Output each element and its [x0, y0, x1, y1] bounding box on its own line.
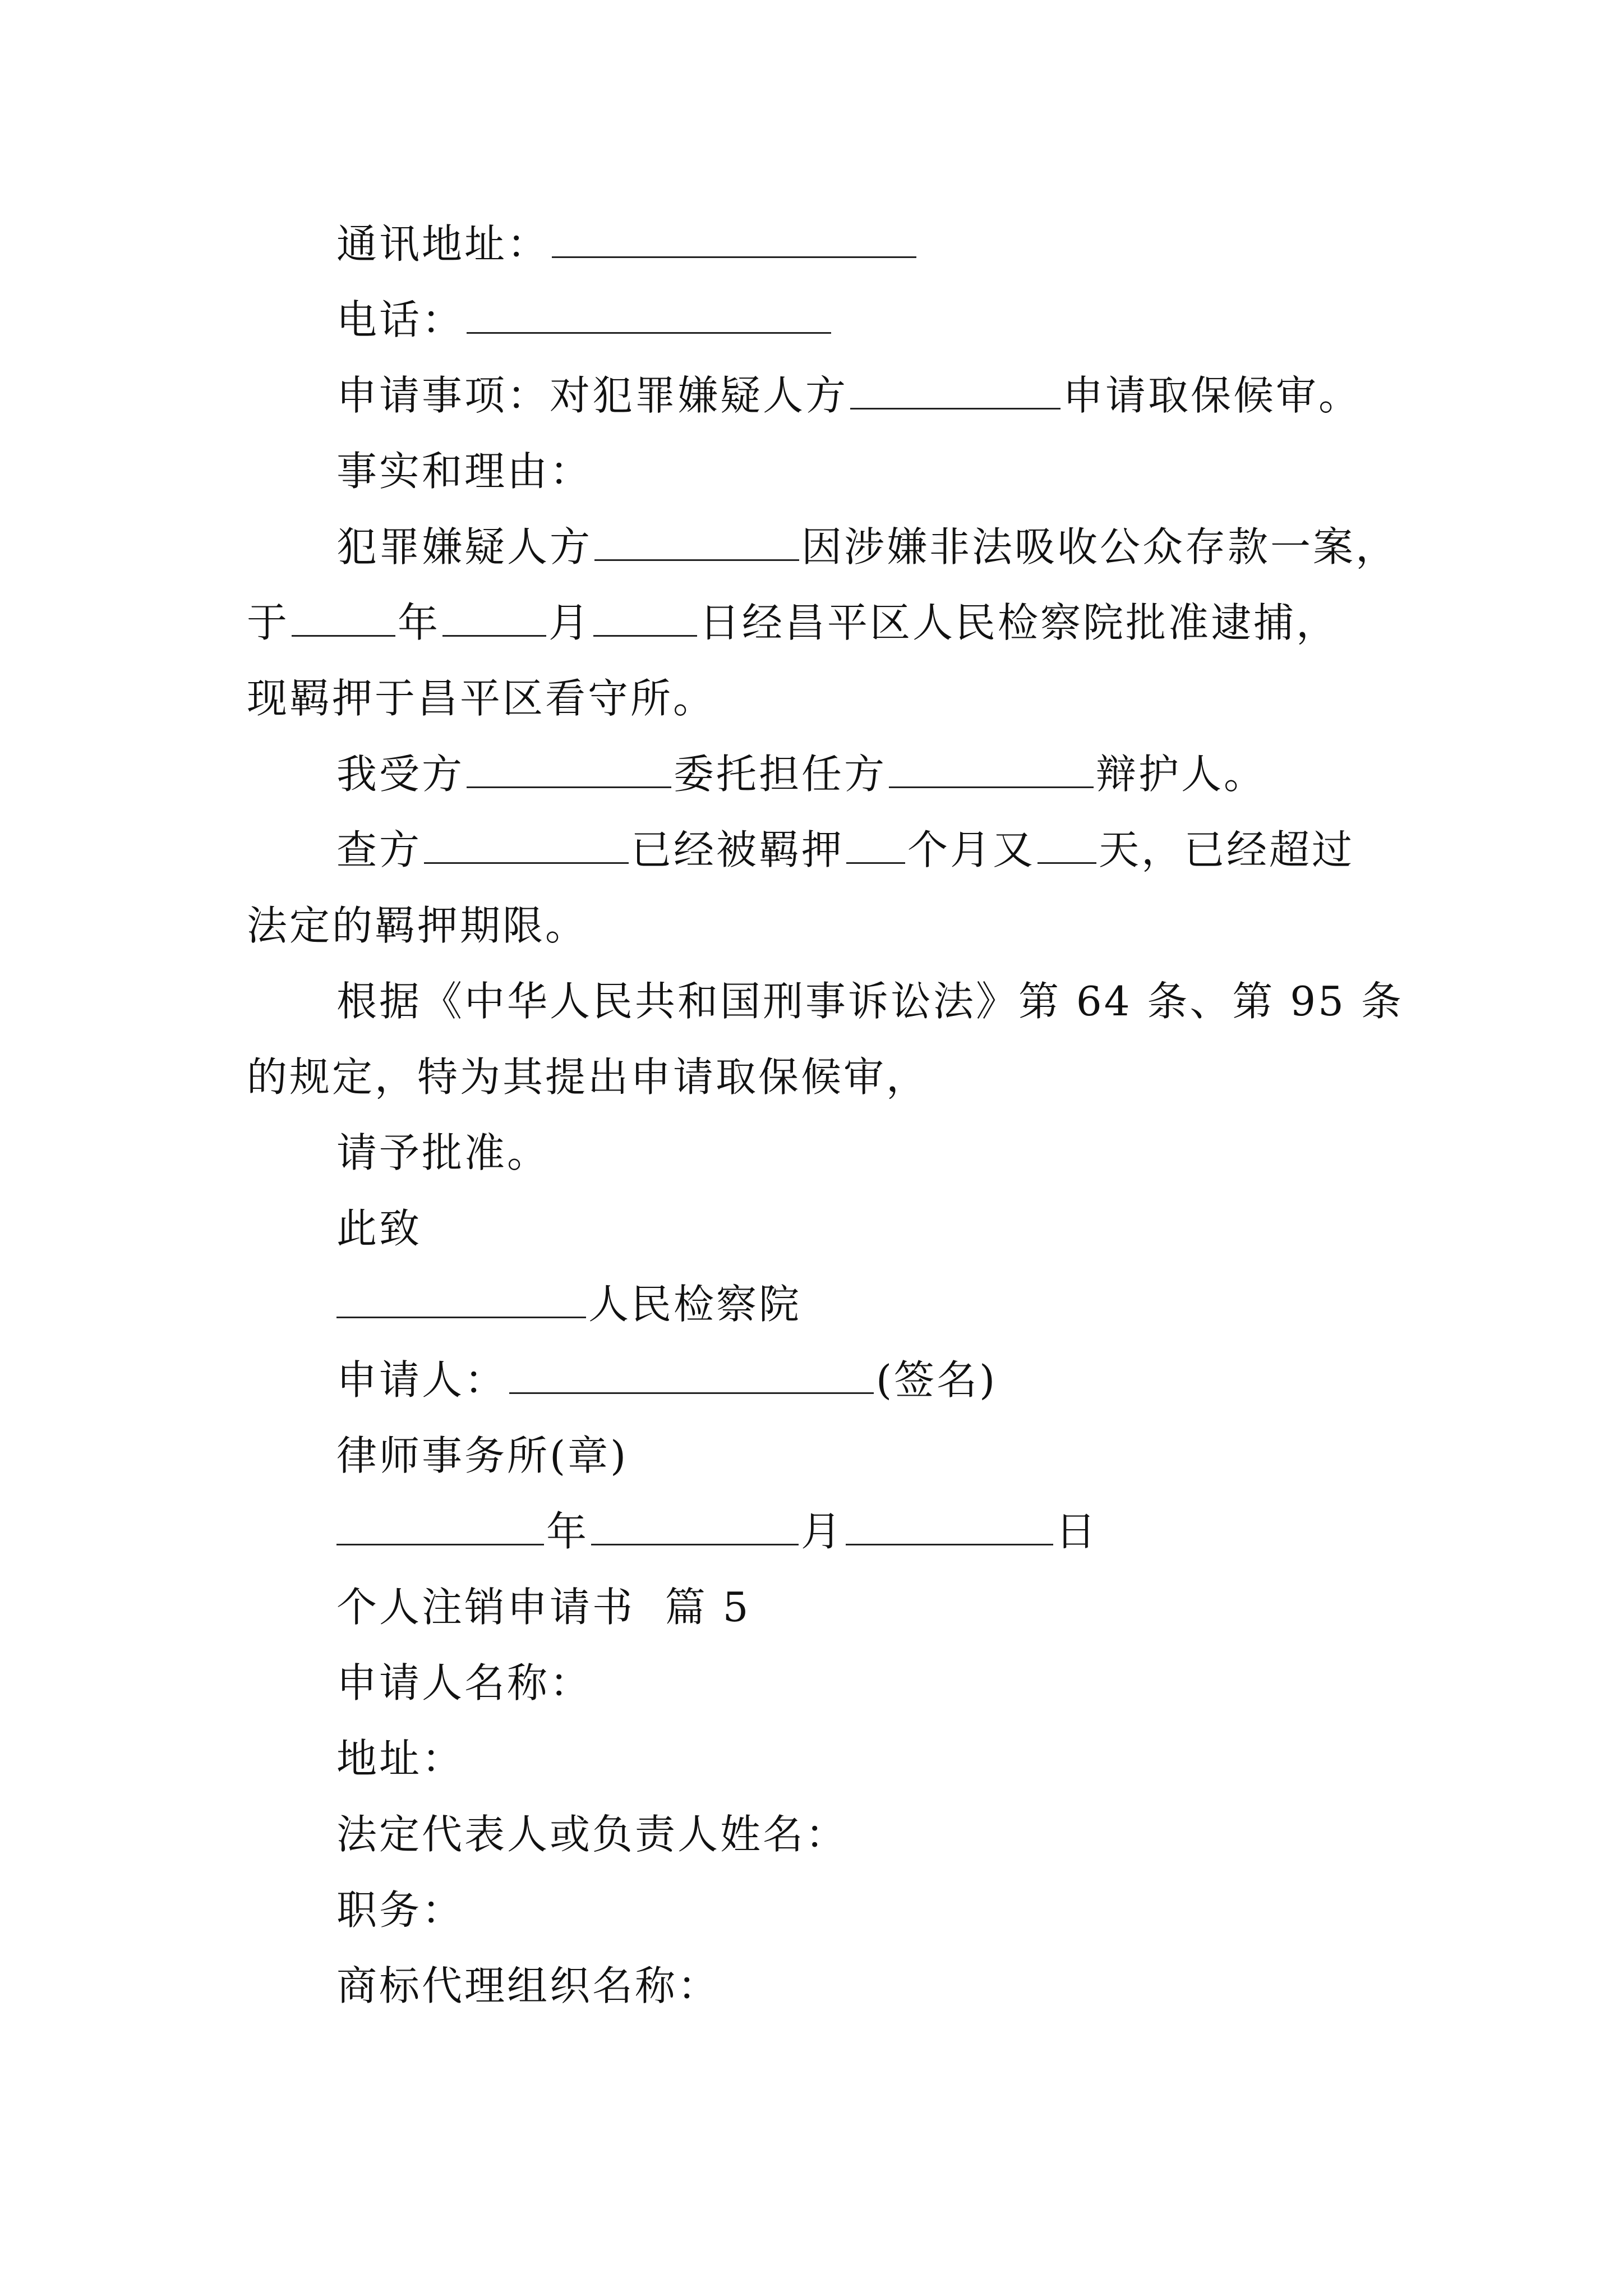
- agency-name-field: [336, 1961, 720, 2011]
- procuratorate-text: 人民检察院: [588, 1281, 802, 1328]
- legal-rep-field: [336, 1809, 848, 1860]
- procuratorate-name-blank: [336, 1284, 586, 1318]
- year-blank: [292, 602, 395, 637]
- sign-month-label: 月: [801, 1508, 844, 1555]
- applicant-name-field: [336, 1658, 592, 1708]
- request-item-line: [336, 370, 1361, 421]
- legal-basis-line-2: [247, 1052, 929, 1102]
- days-blank: [1038, 830, 1096, 864]
- section-title-text: 个人注销申请书 篇 5: [336, 1584, 751, 1631]
- case-line-2: [247, 597, 1339, 648]
- request-item-text-end: 申请取保候审。: [1063, 372, 1362, 419]
- legal-basis-line: [336, 976, 1404, 1027]
- detention-period-line-2: [247, 900, 588, 951]
- day-blank: [593, 602, 697, 637]
- entrust-text-b: 委托担任方: [674, 751, 887, 798]
- case-line-1: [336, 522, 1398, 572]
- facts-heading-text: 事实和理由：: [336, 448, 593, 495]
- sign-month-blank: [591, 1511, 799, 1545]
- law-firm-seal-text: 律师事务所(章): [336, 1432, 629, 1479]
- section-title: [336, 1582, 750, 1632]
- period-text-c: 个月又: [907, 826, 1036, 873]
- applicant-sign-line: [336, 1355, 997, 1405]
- phone-blank: [467, 300, 831, 334]
- applicant-blank: [509, 1360, 874, 1394]
- phone-label: 电话：: [336, 296, 465, 343]
- sign-day-blank: [846, 1511, 1053, 1545]
- case-text-b: 因涉嫌非法吸收公众存款一案，: [801, 523, 1399, 570]
- address-field-label: 地址：: [336, 1735, 465, 1782]
- period-limit-text: 法定的羁押期限。: [247, 902, 588, 949]
- address-field: [336, 1733, 464, 1784]
- address-blank: [552, 224, 916, 258]
- sign-year-blank: [336, 1511, 544, 1545]
- case-text-a: 犯罪嫌疑人方: [336, 523, 593, 570]
- address-label: 通讯地址：: [336, 220, 550, 268]
- sign-date-line: [336, 1506, 1098, 1557]
- address-line: [336, 219, 919, 269]
- facts-heading: [336, 446, 592, 496]
- phone-line: [336, 295, 833, 345]
- salutation-line: [336, 1203, 422, 1254]
- law-firm-seal-line: [336, 1430, 628, 1481]
- position-label: 职务：: [336, 1887, 465, 1934]
- signature-note: (签名): [876, 1356, 998, 1404]
- period-text-d: 天，已经超过: [1099, 826, 1355, 873]
- entrust-text-c: 辩护人。: [1096, 751, 1267, 798]
- legal-basis-text-2: 的规定，特为其提出申请取保候审，: [247, 1053, 929, 1101]
- date-prefix: 于: [247, 599, 290, 646]
- period-text-a: 查方: [336, 826, 422, 873]
- legal-basis-text: 根据《中华人民共和国刑事诉讼法》第 64 条、第 95 条: [336, 978, 1404, 1025]
- legal-rep-label: 法定代表人或负责人姓名：: [336, 1811, 849, 1858]
- entrust-line: [336, 749, 1266, 799]
- salutation-text: 此致: [336, 1205, 422, 1252]
- procuratorate-line: [336, 1279, 801, 1329]
- applicant-label: 申请人：: [336, 1356, 508, 1404]
- client-name-blank: [467, 754, 671, 788]
- month-label: 月: [548, 599, 592, 646]
- approval-request-text: 请予批准。: [336, 1129, 550, 1176]
- period-text-b: 已经被羁押: [631, 826, 845, 873]
- suspect-name-blank-2: [594, 527, 799, 561]
- suspect-name-blank-3: [424, 830, 629, 864]
- defendant-name-blank: [889, 754, 1094, 788]
- suspect-name-blank: [850, 375, 1061, 409]
- detention-period-line: [336, 825, 1354, 875]
- applicant-name-label: 申请人名称：: [336, 1659, 593, 1706]
- month-blank: [442, 602, 546, 637]
- approval-request-line: [336, 1128, 550, 1178]
- entrust-text-a: 我受方: [336, 751, 465, 798]
- sign-day-label: 日: [1055, 1508, 1099, 1555]
- year-label: 年: [398, 599, 441, 646]
- months-blank: [846, 830, 905, 864]
- detention-text: 现羁押于昌平区看守所。: [247, 675, 716, 722]
- sign-year-label: 年: [546, 1508, 589, 1555]
- request-item-text: 申请事项：对犯罪嫌疑人方: [336, 372, 849, 419]
- agency-name-label: 商标代理组织名称：: [336, 1962, 721, 2009]
- position-field: [336, 1885, 464, 1935]
- case-line-3: [247, 673, 716, 724]
- arrest-text: 日经昌平区人民检察院批准逮捕，: [699, 599, 1339, 646]
